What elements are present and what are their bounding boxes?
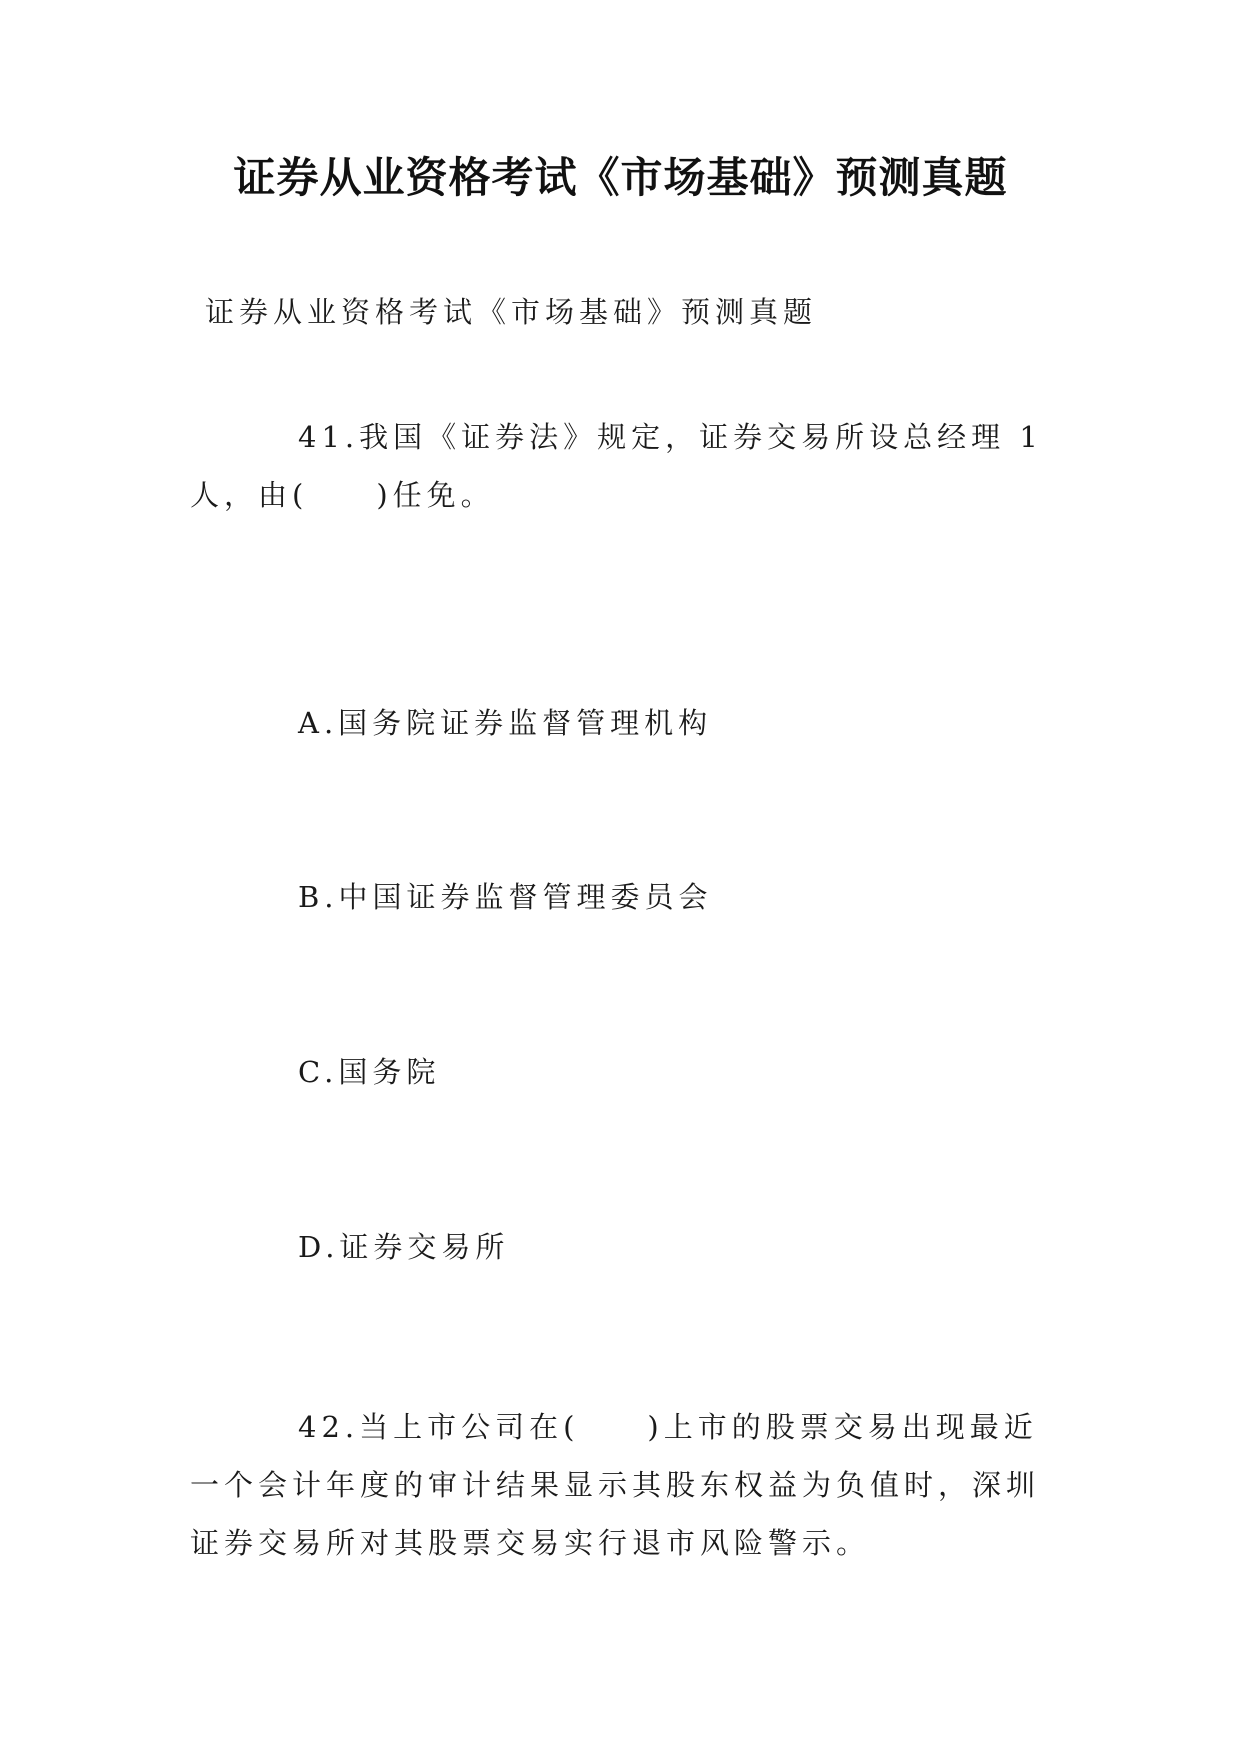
question-41-text: 41.我国《证券法》规定，证券交易所设总经理 1 人，由( )任免。	[190, 420, 1058, 512]
question-41-option-a: A.国务院证券监督管理机构	[298, 706, 713, 740]
question-41-option-d: D.证券交易所	[298, 1230, 510, 1264]
document-subtitle: 证券从业资格考试《市场基础》预测真题	[205, 295, 818, 329]
question-41-option-c: C.国务院	[298, 1055, 441, 1089]
question-42-text: 42.当上市公司在( )上市的股票交易出现最近一个会计年度的审计结果显示其股东权益为负值时，深圳证券交易所对其股票交易实行退市风险警示。	[190, 1410, 1041, 1560]
question-41-option-b: B.中国证券监督管理委员会	[298, 880, 713, 914]
document-title: 证券从业资格考试《市场基础》预测真题	[233, 153, 1008, 202]
